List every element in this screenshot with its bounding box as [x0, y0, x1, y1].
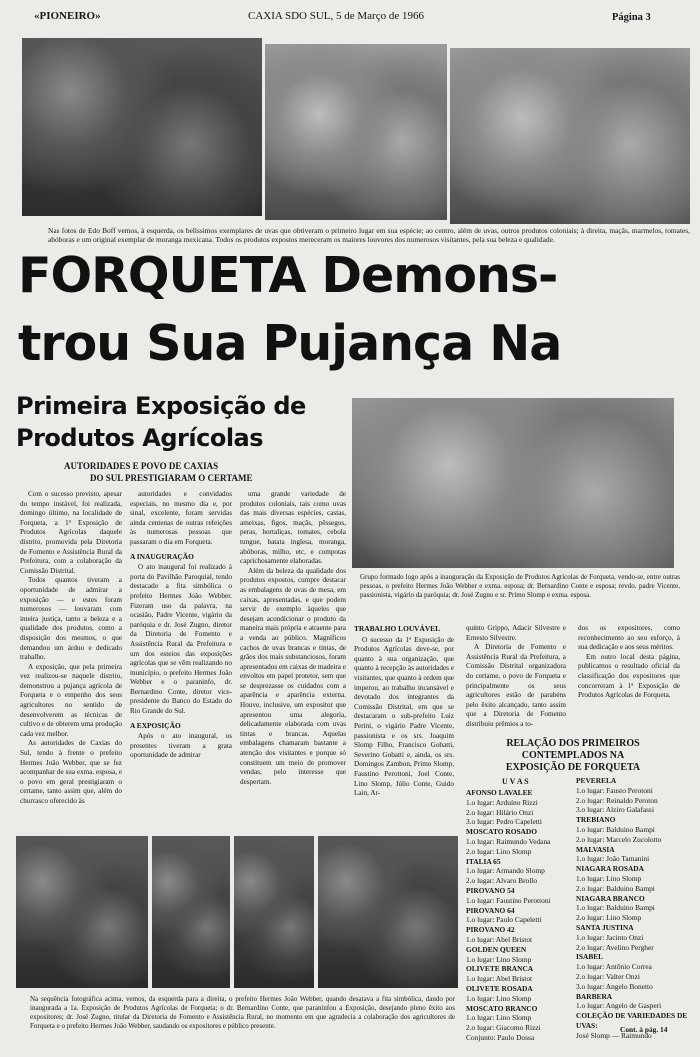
results-entry: Conjunto: Paulo Dossa [466, 1032, 535, 1042]
results-category: MOSCATO BRANCO [466, 1003, 538, 1013]
results-entry: 2.o lugar: Valter Onzi [576, 971, 640, 981]
paragraph: Em outro local desta página, publicamos o resultado oficial da classificação dos expositores que concorreram à 1ª Exposição de Produtos Agrícolas de Forqueta. [578, 652, 680, 700]
paragraph: autoridades e convidados especiais, no mesmo dia e, por sinal, excelente, foram servidas ainda centenas de outras refeições às numerosas pessoas que passaram o dia em Forqueta. [130, 490, 232, 546]
results-entry: 1.o lugar: Paulo Capeletti [466, 915, 542, 925]
section-heading: TRABALHO LOUVÁVEL [354, 624, 441, 633]
top-photo-caption: Nas fotos de Edo Boff vemos, à esquerda, os belíssimos exemplares de uvas que obtiveram o primeiro lugar em sua espécie; ao centro, além de uvas, outros produtos coloniais; à direita, maçãs, marmelos, tomates, abóboras e um original exemplar de moranga mexicana. Todos os produtos expostos mereceram os maiores louvores dos numerosos visitantes, pela sua beleza e qualidade. [48, 226, 690, 245]
group-photo-caption: Grupo formado logo após a inauguração da Exposição de Produtos Agrícolas de Forqueta, vendo-se, entre outras pessoas, o prefeito Hermes João Webber e exma. esposa; dr. Bernardino Conte e esposa; revdo. padre Vicente, passionista, vigário da paróquia; dr. José Zugno e sr. Primo Slomp e exma. esposa. [360, 573, 680, 599]
results-category: PIROVANO 54 [466, 885, 515, 895]
article-column-6 [578, 624, 680, 701]
paragraph: As autoridades de Caxias do Sul, tendo à frente o prefeito Hermes João Webber, que se fez acompanhar de sua exma. esposa, e o povo em geral prestigiaram o certame, tanto assim que, além do churrasco oferecido às [20, 739, 122, 805]
results-entry: 2.o lugar: Marcelo Zucolotto [576, 834, 662, 844]
paragraph: dos os expositores, como reconhecimento ao seu esforço, à sua dedicação e aos seus méritos. [578, 624, 680, 652]
results-entry: 1.o lugar: Armando Slomp [466, 866, 545, 876]
results-title-line: CONTEMPLADOS NA [521, 750, 625, 761]
paragraph: Além da beleza da qualidade dos produtos expostos, cumpre destacar as embalagens de uvas de mesa, em caixas, apresentadas, e que podem servir de exemplo àqueles que desejam acondicionar o produto da maneira mais própria e atraente para a venda ao público. Magníficos cachos de uvas brancas e tintas, de grãos dos mais substanciosos, foram apresentados em caixas de madeira e envoltos em papel protetor, sem que se desprezasse os cuidados com a aparência e aparência externa. Houve, inclusive, um expositor que apresentou uma alegoria, delicadamente elaborada com uvas tintas e brancas. Aquelas embalagens chamaram bastante a atenção dos visitantes e porque só constituem um meio de promover vendas, pelo interesse que despertam. [240, 566, 346, 786]
results-category: AFONSO LAVALEE [466, 788, 533, 797]
results-category: PEVERELA [576, 776, 617, 785]
paragraph: O ato inaugural foi realizado à porta do Pavilhão Paroquial, tendo destacado a fita simbólica o prefeito Hermes João Webber. Fizeram uso da palavra, na ocasião, Padre Vicente, vigário da paróquia e dr. José Zugno, diretor da Diretoria de Fomento e Assistência Rural da Prefeitura e um dos esteios das exposições agrícolas que se vêm realizando no município, o prefeito Hermes João Webber e o paraninfo, dr. Bernardino Conte, diretor vice-presidente do Banco do Estado do Rio Grande do Sul. [130, 563, 232, 716]
bottom-photo-caption: Na sequência fotográfica acima, vemos, da esquerda para a direita, o prefeito Hermes João Webber, quando desatava a fita simbólica, dando por inaugurada a 1a. Exposição de Produtos Agrícolas de Forqueta; o dr. Bernardino Conte, que paraninfou a Exposição, desejando pleno êxito aos expositores; dr. José Zugno, titular da Diretoria de Fomento e Assistência Rural, no momento em que agradecia a colaboração dos agricultores de Forqueta e o prefeito Hermes João Webber, saudando os expositores e público presente. [30, 995, 455, 1030]
results-entry: 1.o lugar: Jacinto Onzi [576, 932, 644, 942]
results-entry: 1.o lugar: Arduíno Rizzi [466, 797, 538, 807]
results-entry: 2.o lugar: Giacomo Rizzi [466, 1023, 541, 1033]
results-category: ITALIA 65 [466, 856, 501, 866]
paragraph: A Diretoria de Fomento e Assistência Rural da Prefeitura, a Comissão Distrital organizadora do certame, o povo de Forqueta e principalmente os seus agricultores estão de parabéns pelo êxito alcançado, tanto assim que a Diretoria de Fomento distribuiu prêmios a to- [466, 643, 566, 728]
section-heading: A EXPOSIÇÃO [130, 720, 181, 730]
results-entry: 2.o lugar: Lino Slomp [576, 913, 642, 923]
newspaper-name: «PIONEIRO» [34, 10, 101, 22]
results-entry: 3.o lugar: Alziro Galafassi [576, 805, 654, 815]
results-grapes-header: U V A S [502, 777, 529, 786]
results-entry: 1.o lugar: Balduino Bampi [576, 903, 655, 913]
results-category: ISABEL [576, 952, 604, 962]
photo-jose-zugno [234, 836, 314, 988]
results-entry: 3.o lugar: Pedro Capeletti [466, 817, 542, 827]
results-title-line: EXPOSIÇÃO DE FORQUETA [505, 762, 641, 773]
results-entry: 1.o lugar: Faustino Perottoni [466, 895, 551, 905]
results-entry: 1.o lugar: Lino Slomp [466, 1013, 532, 1023]
results-list-left [466, 788, 578, 1043]
results-entry: 2.o lugar: Reinaldo Peroton [576, 795, 658, 805]
page-number: Página 3 [612, 12, 651, 23]
results-entry: 1.o lugar: Abel Bristot [466, 934, 533, 944]
results-entry: 1.o lugar: Fausto Perotoni [576, 785, 653, 795]
results-category: PIROVANO 42 [466, 925, 515, 935]
results-list-right [576, 776, 690, 1041]
continued-note: Cont. à pág. 14 [620, 1025, 668, 1034]
results-category: COLEÇÃO DE VARIEDADES DE UVAS: [576, 1011, 688, 1030]
article-column-1 [20, 490, 122, 807]
results-entry: 1.o lugar: Lino Slomp [576, 873, 642, 883]
subheadline-line-2: Produtos Agrícolas [16, 424, 264, 452]
results-entry: 3.o lugar: Angelo Bonetto [576, 981, 653, 991]
photo-colonial-products [265, 44, 447, 220]
paragraph: A exposição, que pela primeira vez realizou-se naquele distrito, demonstrou a pujança agrícola de Forqueta e o empenho dos seus agricultores no sentido de desenvolverem as técnicas de cultivo e de obterem uma produção cada vez melhor. [20, 662, 122, 738]
photo-grapes [22, 38, 262, 216]
paragraph: Todos quantos tiveram a oportunidade de admirar a exposição — e estes foram numerosos — louvaram com inteira justiça, tanto a beleza e a qualidade dos produtos, como a disposição dos mesmos, o que demandou um árduo e dedicado trabalho. [20, 576, 122, 662]
results-entry: 1.o lugar: João Tamanini [576, 854, 650, 864]
results-entry: 2.o lugar: Balduino Bampi [576, 883, 655, 893]
results-category: PIROVANO 64 [466, 905, 515, 915]
headline-line-1: FORQUETA Demons- [18, 247, 558, 304]
results-category: MALVASIA [576, 844, 615, 854]
results-entry: 1.o lugar: Lino Slomp [466, 993, 532, 1003]
results-entry: 2.o lugar: Avelino Pergher [576, 942, 654, 952]
results-title-line: RELAÇÃO DOS PRIMEIROS [506, 738, 640, 749]
results-entry: 1.o lugar: Angelo de Gasperi [576, 1001, 662, 1011]
article-column-2 [130, 490, 232, 761]
results-entry: 2.o lugar: Alvaro Brollo [466, 876, 538, 886]
photo-fruits [450, 48, 690, 224]
paragraph: Com o sucesso previsto, apesar do tempo instável, foi realizada, domingo último, na localidade de Forqueta, a 1ª Exposição de Produtos Agrícolas daquele distrito, promovida pela Diretoria de Fomento e Assistência Rural da Prefeitura, com a colaboração da Comissão Distrital. [20, 490, 122, 575]
results-category: TREBIANO [576, 815, 616, 825]
results-category: MOSCATO ROSADO [466, 827, 537, 837]
results-entry: José Slomp — Raimundo [576, 1030, 652, 1040]
kicker-line-2: DO SUL PRESTIGIARAM O CERTAME [90, 473, 253, 483]
photo-group [352, 398, 674, 568]
results-entry: 2.o lugar: Hilário Onzi [466, 807, 534, 817]
section-heading: A INAUGURAÇÃO [130, 551, 194, 561]
paragraph: uma grande variedade de produtos coloniais, tais como uvas das mais diversas espécies, castas, ameixas, figos, maçãs, pêssegos, peras, hortaliças, tomates, cebola tungue, batata inglesa, moranga, abóboras, milho, etc, e compotas caprichosamente elaboradas. [240, 490, 346, 566]
headline-line-2: trou Sua Pujança Na [18, 315, 562, 372]
subheadline-line-1: Primeira Exposição de [16, 392, 306, 420]
results-category: BARBERA [576, 991, 613, 1001]
results-entry: 1.o lugar: Abel Bristot [466, 974, 533, 984]
results-category: OLIVETE ROSADA [466, 983, 533, 993]
photo-ribbon-cutting [16, 836, 148, 988]
results-category: SANTA JUSTINA [576, 922, 634, 932]
results-category: NIAGARA ROSADA [576, 864, 644, 874]
photo-bernardino-conte [152, 836, 230, 988]
article-column-5 [466, 624, 566, 730]
results-category: NIAGARA BRANCO [576, 893, 645, 903]
kicker-line-1: AUTORIDADES E POVO DE CAXIAS [64, 461, 219, 471]
paragraph: O sucesso da 1ª Exposição de Produtos Agrícolas deve-se, por quanto à sua organização, que quanto à recepção às autoridades e visitantes, que quanto à ordem que imperou, ao trabalho incansável e devotado dos integrantes da Comissão Distrital, em que se destacaram o sub-prefeito Luiz Perini, o vigário Padre Vicente, passionista e os srs. Joaquim Slomp Filho, Francisco Gobatti, Severino Gobatti e, ainda, os srs. Domingos Zambon, Primo Slomp, Faustino Perottoni, Joel Conte, Lino Slomp, Júlio Conte, Guido Lain, Ar- [354, 635, 454, 798]
city-date: CAXIA SDO SUL, 5 de Março de 1966 [248, 10, 424, 22]
results-category: OLIVETE BRANCA [466, 964, 534, 974]
results-entry: 2.o lugar: Lino Slomp [466, 846, 532, 856]
photo-mayor-speech [318, 836, 458, 988]
paragraph: Após o ato inaugural, os presentes tiveram a grata oportunidade de admirar [130, 732, 232, 760]
results-entry: 1.o lugar: Raimundo Vedana [466, 836, 551, 846]
results-entry: 1.o lugar: Lino Slomp [466, 954, 532, 964]
results-entry: 1.o lugar: Antônio Correa [576, 962, 652, 972]
paragraph: quinto Grippo, Adacir Silvestre e Ernesto Silvestre. [466, 624, 566, 642]
results-category: GOLDEN QUEEN [466, 944, 527, 954]
article-column-4 [354, 620, 454, 799]
results-entry: 1.o lugar: Balduino Bampi [576, 824, 655, 834]
article-column-3 [240, 490, 346, 787]
results-title [466, 738, 680, 774]
